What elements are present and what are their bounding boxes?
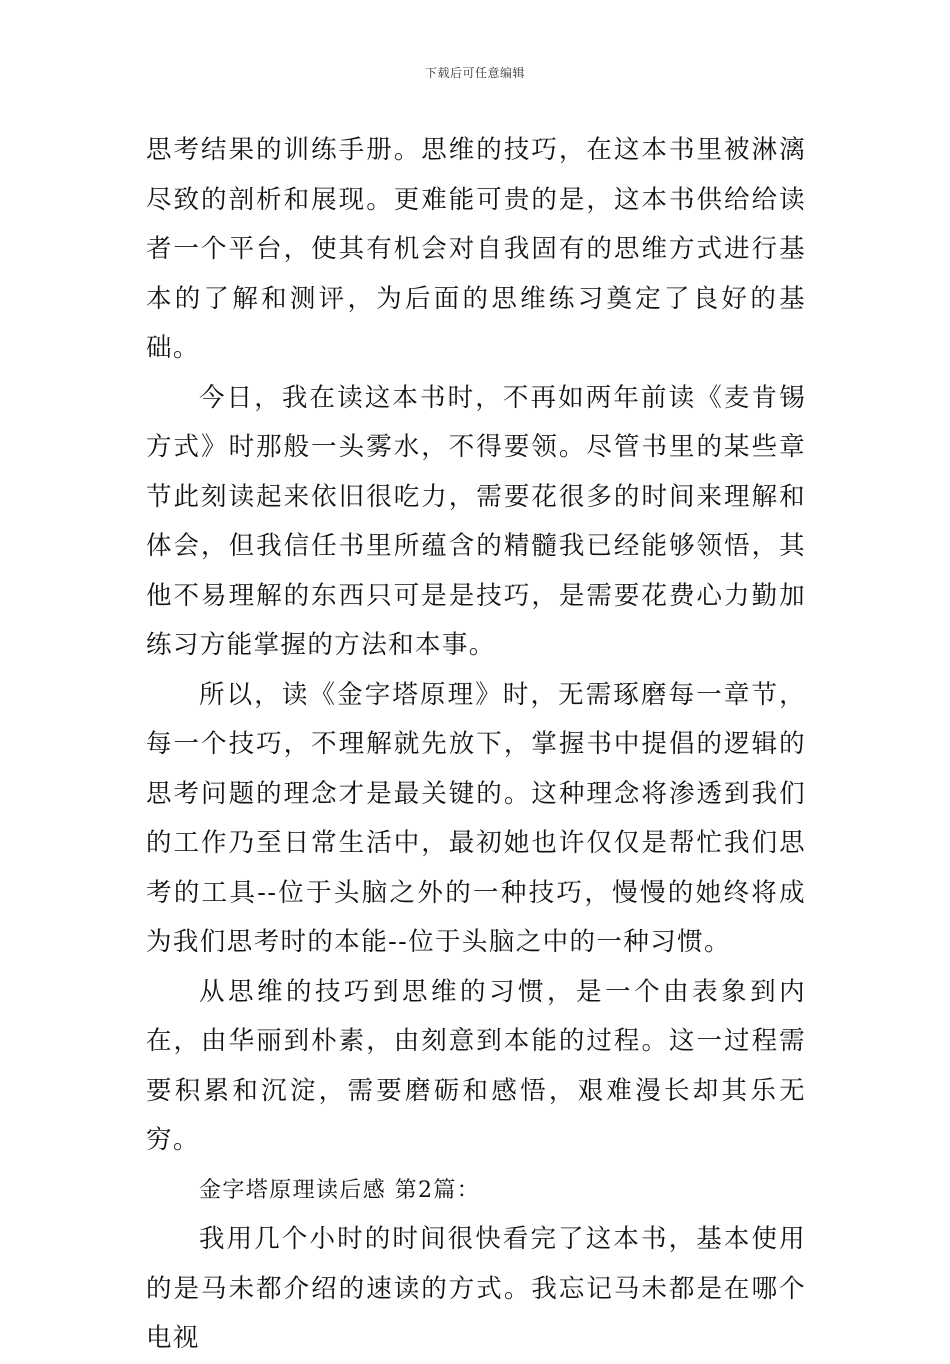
paragraph-continuation: 思考结果的训练手册。思维的技巧，在这本书里被淋漓尽致的剖析和展现。更难能可贵的是，这本书供给给读者一个平台，使其有机会对自我固有的思维方式进行基本的了解和测评，为后面的思维练习奠定了良好的基础。	[146, 135, 806, 363]
paragraph: 我用几个小时的时间很快看完了这本书，基本使用的是马未都介绍的速读的方式。我忘记马未都是在哪个电视	[146, 1224, 806, 1353]
paragraph: 所以，读《金字塔原理》时，无需琢磨每一章节，每一个技巧，不理解就先放下，掌握书中提倡的逻辑的思考问题的理念才是最关键的。这种理念将渗透到我们的工作乃至日常生活中，最初她也许仅仅是帮忙我们思考的工具--位于头脑之外的一种技巧，慢慢的她终将成为我们思考时的本能--位于头脑之中的一种习惯。	[146, 679, 806, 957]
paragraph: 从思维的技巧到思维的习惯，是一个由表象到内在，由华丽到朴素，由刻意到本能的过程。这一过程需要积累和沉淀，需要磨砺和感悟，艰难漫长却其乐无穷。	[146, 976, 806, 1155]
page-header: 下载后可任意编辑	[424, 66, 525, 80]
section-heading: 金字塔原理读后感 第2篇：	[199, 1177, 481, 1203]
paragraph: 今日，我在读这本书时，不再如两年前读《麦肯锡方式》时那般一头雾水，不得要领。尽管书里的某些章节此刻读起来依旧很吃力，需要花很多的时间来理解和体会，但我信任书里所蕴含的精髓我已经能够领悟，其他不易理解的东西只可是是技巧，是需要花费心力勤加练习方能掌握的方法和本事。	[146, 382, 806, 660]
document-body	[146, 126, 806, 1364]
